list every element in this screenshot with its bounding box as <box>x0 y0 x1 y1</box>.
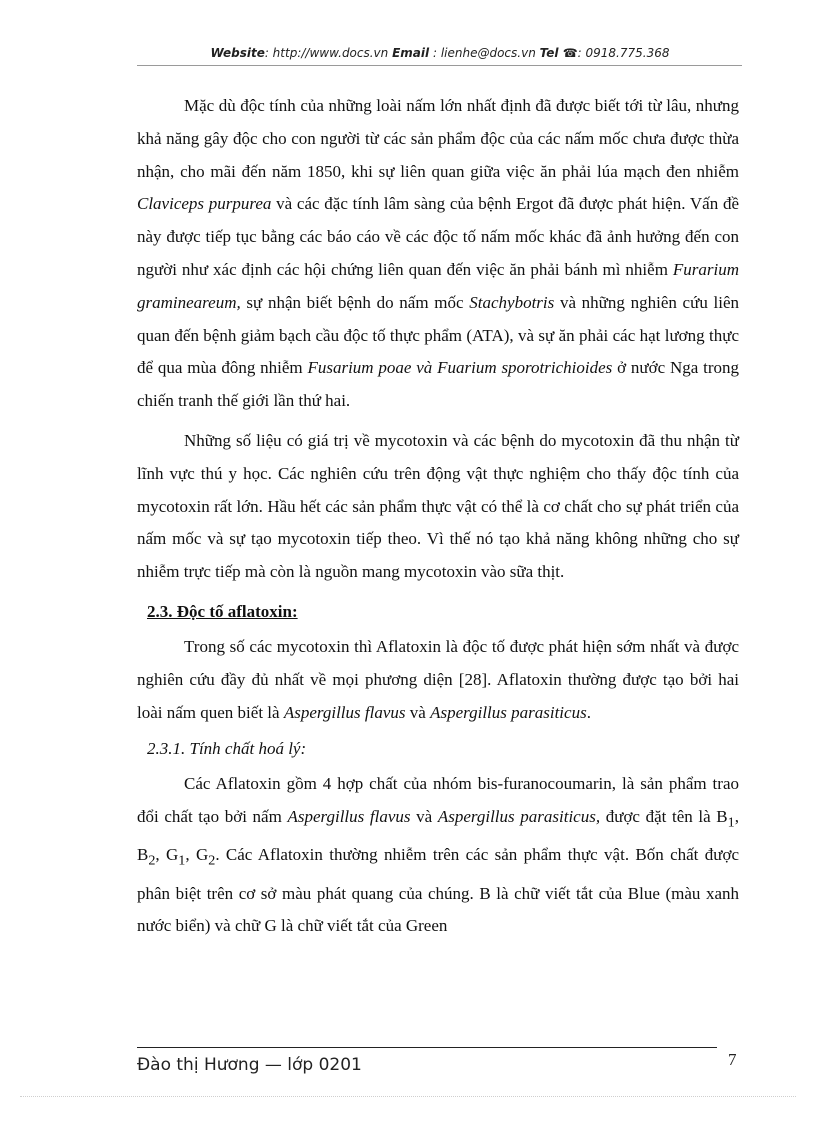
paragraph-aflatoxin-intro: Trong số các mycotoxin thì Aflatoxin là độc tố được phát hiện sớm nhất và được nghiên cứu đầy đủ nhất về mọi phương diện [28]. Aflatoxin thường được tạo bởi hai loài nấm quen biết là Aspergillus flavus và Aspergillus parasiticus. <box>137 636 739 722</box>
paragraph-properties: Các Aflatoxin gồm 4 hợp chất của nhóm bis-furanocoumarin, là sản phẩm trao đổi chất tạo bởi nấm Aspergillus flavus và Aspergillus parasiticus, được đặt tên là $B_1$, $B_2$, $G_1$, $G_2$. Các Aflatoxin thường nhiễm trên các sản phẩm thực vật. Bốn chất được phân biệt trên cơ sở màu phát quang của chúng. B là chữ viết tắt của Blue (màu xanh nước biển) và chữ G là chữ viết tắt của Green <box>137 774 739 936</box>
section-heading-aflatoxin: 2.3. Độc tố aflatoxin: <box>147 601 298 621</box>
page-header <box>140 46 740 60</box>
document-body <box>137 90 739 943</box>
page-number: 7 <box>728 1050 737 1069</box>
footer-divider <box>137 1047 717 1048</box>
paragraph-veterinary: Những số liệu có giá trị về mycotoxin và các bệnh do mycotoxin đã thu nhận từ lĩnh vực thú y học. Các nghiên cứu trên động vật thực nghiệm cho thấy độc tính của mycotoxin rất lớn. Hầu hết các sản phẩm thực vật có thể là cơ chất cho sự phát triển của nấm mốc và sự tạo mycotoxin tiếp theo. Vì thế nó tạo khả năng không những cho sự nhiễm trực tiếp mà còn là nguồn mang mycotoxin vào sữa thịt. <box>137 430 739 582</box>
email-label: Email <box>392 46 430 60</box>
tel-value: : 0918.775.368 <box>577 46 670 60</box>
paragraph-history: Mặc dù độc tính của những loài nấm lớn nhất định đã được biết tới từ lâu, nhưng khả năng gây độc cho con người từ các sản phẩm độc của các nấm mốc chưa được thừa nhận, cho mãi đến năm 1850, khi sự liên quan giữa việc ăn phải lúa mạch đen nhiễm Claviceps purpurea và các đặc tính lâm sàng của bệnh Ergot đã được phát hiện. Vấn đề này được tiếp tục bằng các báo cáo về các độc tố nấm mốc khác đã ảnh hưởng đến con người như xác định các hội chứng liên quan đến việc ăn phải bánh mì nhiễm Furarium gramineareum, sự nhận biết bệnh do nấm mốc Stachybotris và những nghiên cứu liên quan đến bệnh giảm bạch cầu độc tố thực phẩm (ATA), và sự ăn phải các hạt lương thực để qua mùa đông nhiễm Fusarium poae và Fuarium sporotrichioides ở nước Nga trong chiến tranh thế giới lần thứ hai. <box>137 96 740 411</box>
header-divider <box>137 65 742 66</box>
subsection-heading-properties: 2.3.1. Tính chất hoá lý: <box>147 739 307 759</box>
website-label: Website <box>210 46 265 60</box>
website-value[interactable]: : http://www.docs.vn <box>264 46 389 60</box>
page-bottom-border <box>20 1096 796 1097</box>
email-value[interactable]: : lienhe@docs.vn <box>432 46 536 60</box>
footer-author: Đào thị Hương — lớp 0201 <box>137 1055 362 1075</box>
tel-label: Tel ☎ <box>539 46 578 60</box>
